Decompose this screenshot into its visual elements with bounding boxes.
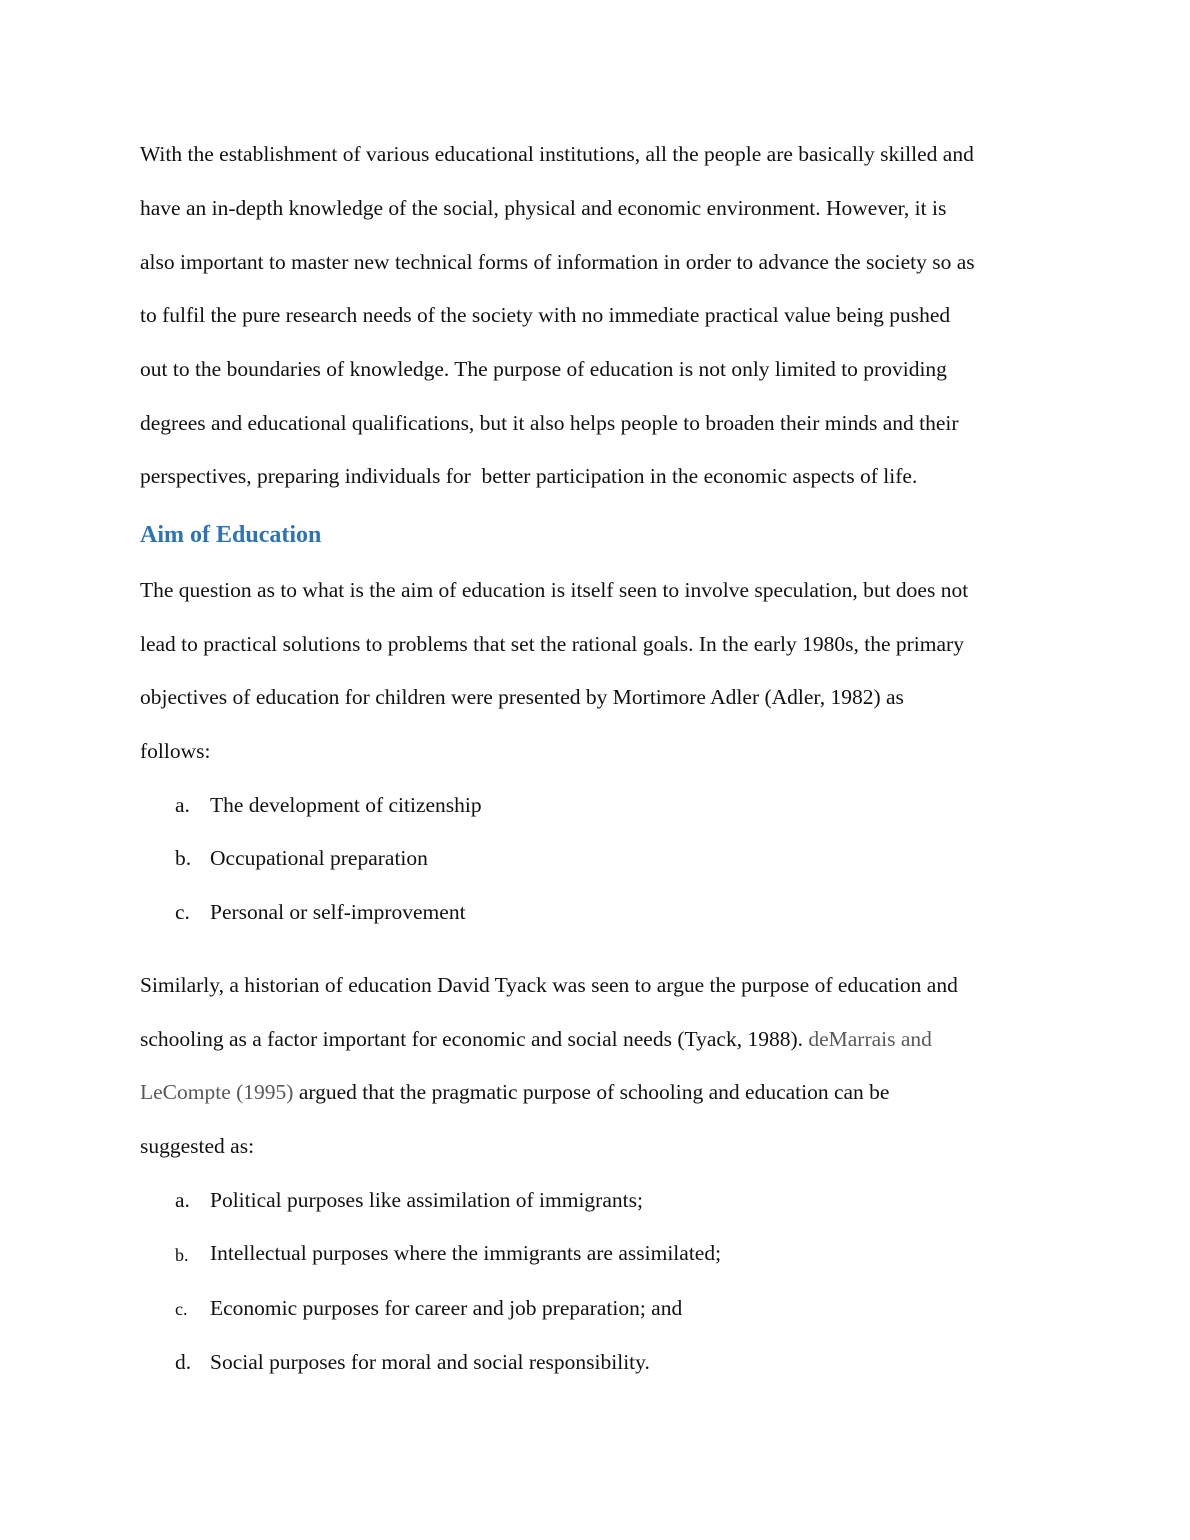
paragraph-3-line: Similarly, a historian of education David Tyack was seen to argue the purpose of education and [140,973,958,997]
list-1-marker: b. [175,846,192,870]
list-2-item: Economic purposes for career and job preparation; and [210,1296,683,1320]
list-2-item: Social purposes for moral and social responsibility. [210,1350,650,1374]
paragraph-3-line: suggested as: [140,1134,255,1158]
citation-text: deMarrais and [808,1027,932,1051]
list-2-item: Intellectual purposes where the immigrants are assimilated; [210,1241,722,1265]
section-heading: Aim of Education [140,522,322,548]
list-1-item: Occupational preparation [210,846,428,870]
list-2-marker: c. [175,1299,188,1319]
list-2-marker: a. [175,1188,190,1212]
list-1-item: Personal or self-improvement [210,900,466,924]
paragraph-1-line: out to the boundaries of knowledge. The purpose of education is not only limited to providing [140,357,947,381]
list-2-marker: d. [175,1350,192,1374]
paragraph-2-line: lead to practical solutions to problems that set the rational goals. In the early 1980s, the primary [140,632,964,656]
paragraph-2-line: objectives of education for children were presented by Mortimore Adler (Adler, 1982) as [140,685,904,709]
citation-text: LeCompte (1995) [140,1080,294,1104]
paragraph-3-line [140,1077,889,1107]
paragraph-1-line: to fulfil the pure research needs of the society with no immediate practical value being pushed [140,303,951,327]
paragraph-1-line: also important to master new technical forms of information in order to advance the society so as [140,250,975,274]
paragraph-2-line: The question as to what is the aim of education is itself seen to involve speculation, but does not [140,578,969,602]
list-1-marker: a. [175,793,190,817]
paragraph-1-line: have an in-depth knowledge of the social, physical and economic environment. However, it is [140,196,947,220]
paragraph-3-text: argued that the pragmatic purpose of schooling and education can be [293,1080,890,1104]
paragraph-2-line: follows: [140,739,211,763]
list-1-item: The development of citizenship [210,793,482,817]
list-1-marker: c. [175,900,190,924]
list-2-item: Political purposes like assimilation of immigrants; [210,1188,643,1212]
paragraph-1-line: With the establishment of various educational institutions, all the people are basically skilled and [140,142,974,166]
paragraph-3-line [140,1024,932,1054]
paragraph-1-line: degrees and educational qualifications, but it also helps people to broaden their minds and their [140,411,959,435]
paragraph-3-text: schooling as a factor important for economic and social needs (Tyack, 1988). [140,1027,809,1051]
paragraph-1-line: perspectives, preparing individuals for better participation in the economic aspects of life. [140,464,918,488]
list-2-marker: b. [175,1245,189,1265]
